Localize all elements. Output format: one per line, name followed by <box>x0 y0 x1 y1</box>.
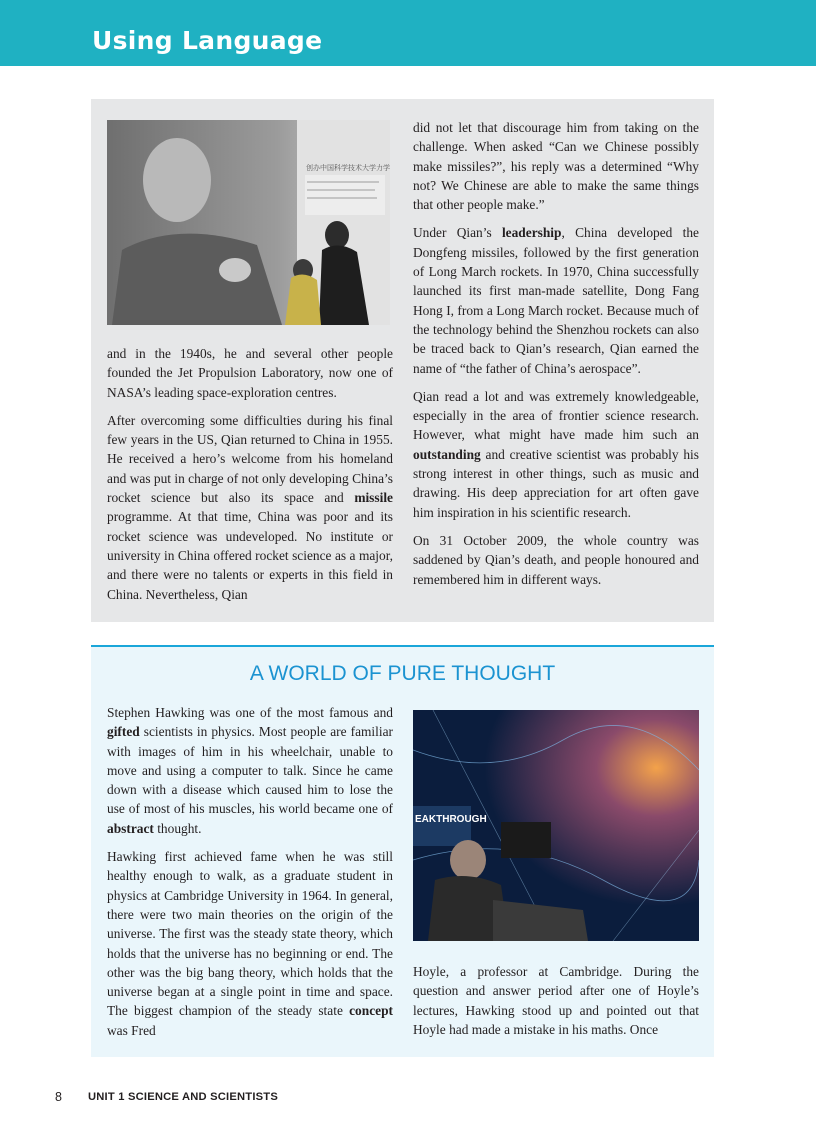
vocab-word: missile <box>354 490 393 506</box>
vocab-word: outstanding <box>413 446 481 462</box>
section-title: Using Language <box>92 26 323 55</box>
paragraph: After overcoming some difficulties during his final few years in the US, Qian returned to China in 1955. He received a hero’s welcome from his homeland and was put in charge of not only developing China’s rocket science but also its space and missile programme. At that time, China was poor and its rocket science was undeveloped. No institute or university in China offered rocket science as a major, and there were no talents or experts in this field in China. Nevertheless, Qian <box>107 412 393 602</box>
paragraph: Hawking first achieved fame when he was still healthy enough to walk, as a graduate student in physics at Cambridge University in 1964. In general, there were two main theories on the origin of the universe. The first was the steady state theory, which holds that the universe has no beginning or end. The other was the big bang theory, which holds that the universe began at a single point in time and space. The biggest champion of the steady state concept was Fred <box>107 849 393 1038</box>
paragraph: Stephen Hawking was one of the most famous and gifted scientists in physics. Most people are familiar with images of him in his wheelchair, unable to move and using a computer to talk. Since he came down with a disease which caused him to lose the use of most of his muscles, his world became one of abstract thought. <box>107 705 393 836</box>
page-number: 8 <box>55 1090 62 1104</box>
qian-photo <box>107 120 390 325</box>
photo-sign-text: EAKTHROUGH <box>415 814 487 825</box>
photo-sign-text: 创办中国科学技术大学力学 <box>306 164 390 172</box>
paragraph: Hoyle, a professor at Cambridge. During the question and answer period after one of Hoyle’s lectures, Hawking stood up and pointed out that Hoyle had made a mistake in his maths. Once <box>413 964 699 1037</box>
paragraph: Qian read a lot and was extremely knowledgeable, especially in the area of frontier science research. However, what might have made him such an outstanding and creative scientist was probably his strong interest in other things, such as music and drawing. His deep appreciation for art often gave him inspiration in his scientific research. <box>413 388 699 520</box>
vocab-word: leadership <box>501 225 562 241</box>
vocab-word: gifted <box>107 724 140 740</box>
vocab-word: concept <box>349 1003 393 1019</box>
hawking-article-right-column <box>413 962 699 1048</box>
vocab-word: abstract <box>107 820 154 836</box>
article-title: A WORLD OF PURE THOUGHT <box>249 662 556 685</box>
qian-article-right-column <box>413 118 699 598</box>
paragraph: did not let that discourage him from taking on the challenge. When asked “Can we Chinese possibly make missiles?”, his reply was a determined “Why not? We Chinese are able to make the same things that other people make.” <box>413 120 699 213</box>
paragraph: and in the 1940s, he and several other people founded the Jet Propulsion Laboratory, now one of NASA’s leading space-exploration centres. <box>107 346 393 400</box>
qian-article-left-column <box>107 344 393 613</box>
hawking-article-left-column <box>107 703 393 1049</box>
unit-label: UNIT 1 SCIENCE AND SCIENTISTS <box>88 1091 278 1103</box>
hawking-photo <box>413 710 699 941</box>
paragraph: Under Qian’s leadership, China developed the Dongfeng missiles, followed by the first generation of Long March rockets. In 1970, China successfully launched its first man-made satellite, Dong Fang Hong I, from a Long March rocket. Because much of the technology behind the Shenzhou rockets can also be traced back to Qian’s research, Qian earned the name of “the father of China’s aerospace”. <box>413 225 699 376</box>
paragraph: On 31 October 2009, the whole country was saddened by Qian’s death, and people honoured and remembered him in different ways. <box>413 532 699 587</box>
